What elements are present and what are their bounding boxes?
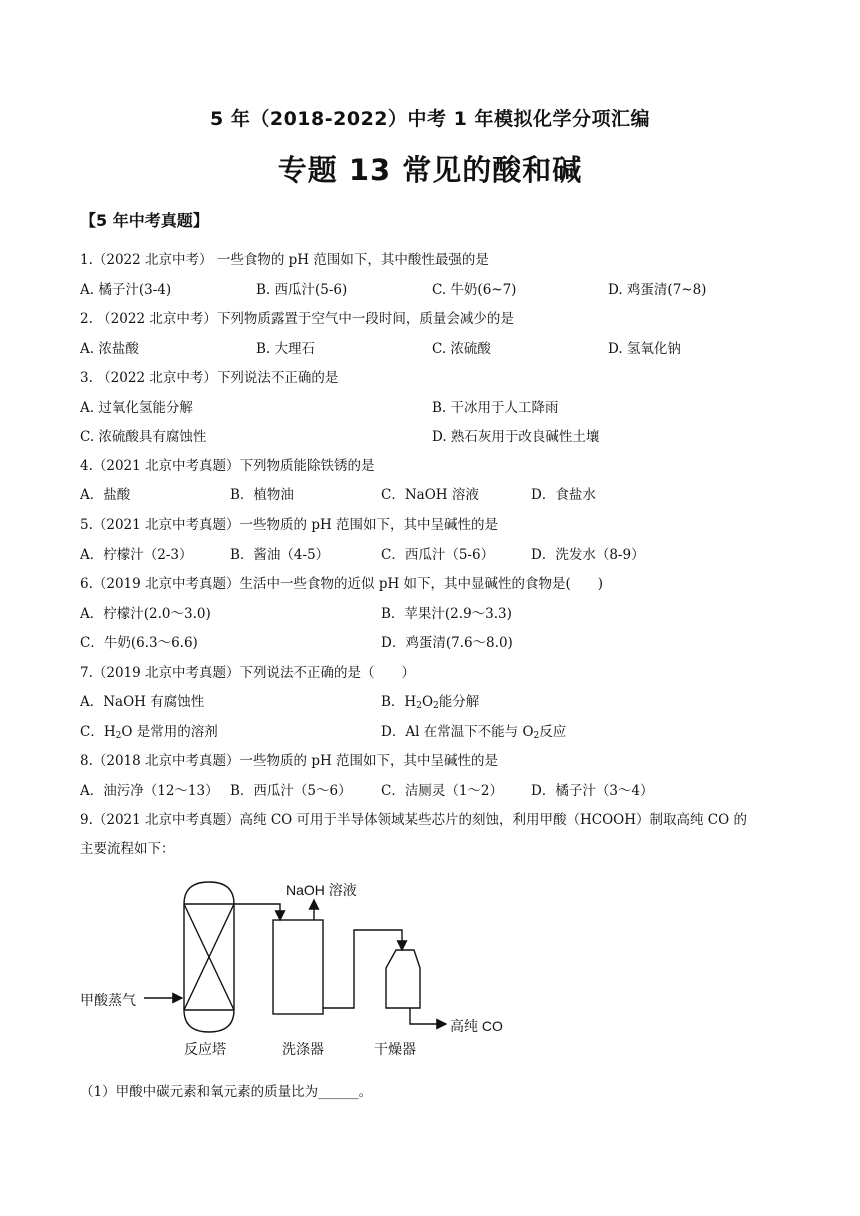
washer-shape (273, 920, 323, 1014)
dryer-label: 干燥器 (374, 1041, 416, 1057)
process-flow-diagram (80, 868, 520, 1068)
q8-option-c: C．洁厕灵（1～2） (381, 783, 504, 799)
question-6-stem: 6.（2019 北京中考真题）生活中一些食物的近似 pH 如下，其中显碱性的食物是( ) (80, 576, 604, 592)
question-3-stem: 3. （2022 北京中考）下列说法不正确的是 (80, 370, 339, 386)
q2-option-b: B. 大理石 (256, 341, 316, 357)
q6-option-c: C．牛奶(6.3～6.6) (80, 635, 198, 651)
q2-option-a: A. 浓盐酸 (80, 341, 139, 357)
q4-option-a: A．盐酸 (80, 487, 131, 503)
question-8-stem: 8.（2018 北京中考真题）一些物质的 pH 范围如下，其中呈碱性的是 (80, 753, 499, 769)
q3-option-d: D. 熟石灰用于改良碱性土壤 (432, 429, 600, 445)
question-5-stem: 5.（2021 北京中考真题）一些物质的 pH 范围如下，其中呈碱性的是 (80, 517, 499, 533)
dryer-shape (386, 950, 420, 1008)
q1-option-a: A. 橘子汁(3-4) (80, 282, 172, 298)
q3-option-a: A. 过氧化氢能分解 (80, 400, 193, 416)
naoh-label: NaOH 溶液 (286, 882, 357, 898)
output-label: 高纯 CO (450, 1018, 503, 1034)
washer-label: 洗涤器 (282, 1041, 324, 1057)
q3-option-b: B. 干冰用于人工降雨 (432, 400, 559, 416)
question-1-stem: 1.（2022 北京中考） 一些食物的 pH 范围如下，其中酸性最强的是 (80, 252, 489, 268)
q1-option-b: B. 西瓜汁(5-6) (256, 282, 348, 298)
q6-option-a: A．柠檬汁(2.0～3.0) (80, 606, 211, 622)
question-2-stem: 2. （2022 北京中考）下列物质露置于空气中一段时间，质量会减少的是 (80, 311, 514, 327)
q6-option-d: D．鸡蛋清(7.6～8.0) (381, 635, 513, 651)
q5-option-d: D．洗发水（8-9） (531, 547, 645, 563)
q8-option-a: A．油污净（12～13） (80, 783, 219, 799)
tower-label: 反应塔 (184, 1041, 226, 1057)
question-9-stem-cont: 主要流程如下： (80, 841, 175, 857)
q5-option-a: A．柠檬汁（2-3） (80, 547, 193, 563)
doc-title: 5 年（2018-2022）中考 1 年模拟化学分项汇编 (210, 108, 650, 130)
q7-option-a: A．NaOH 有腐蚀性 (80, 694, 205, 710)
reaction-tower-shape (184, 882, 234, 1032)
q4-option-d: D．食盐水 (531, 487, 596, 503)
q8-option-b: B．西瓜汁（5～6） (230, 783, 352, 799)
q4-option-b: B．植物油 (230, 487, 294, 503)
q7-option-d: D．Al 在常温下不能与 $O_2$反应 (381, 724, 567, 741)
q5-option-b: B．酱油（4-5） (230, 547, 330, 563)
question-9-sub-1: （1）甲酸中碳元素和氧元素的质量比为______。 (80, 1084, 373, 1100)
q1-option-c: C. 牛奶(6~7) (432, 282, 517, 298)
q7-option-c: C．$H_2O$ 是常用的溶剂 (80, 724, 218, 741)
q8-option-d: D．橘子汁（3～4） (531, 783, 654, 799)
question-9-stem: 9.（2021 北京中考真题）高纯 CO 可用于半导体领域某些芯片的刻蚀，利用甲酸（HCOOH）制取高纯 CO 的 (80, 812, 747, 828)
q4-option-c: C．NaOH 溶液 (381, 487, 479, 503)
question-4-stem: 4.（2021 北京中考真题）下列物质能除铁锈的是 (80, 458, 375, 474)
q5-option-c: C．西瓜汁（5-6） (381, 547, 495, 563)
doc-subtitle: 专题 13 常见的酸和碱 (277, 153, 583, 187)
question-7-stem: 7.（2019 北京中考真题）下列说法不正确的是（ ） (80, 665, 416, 681)
q6-option-b: B．苹果汁(2.9～3.3) (381, 606, 512, 622)
q1-option-d: D. 鸡蛋清(7~8) (608, 282, 707, 298)
q3-option-c: C. 浓硫酸具有腐蚀性 (80, 429, 207, 445)
input-label: 甲酸蒸气 (80, 992, 136, 1008)
section-heading: 【5 年中考真题】 (80, 211, 209, 230)
q7-option-b: B．$H_2O_2$能分解 (381, 694, 480, 711)
q2-option-c: C. 浓硫酸 (432, 341, 491, 357)
q2-option-d: D. 氢氧化钠 (608, 341, 681, 357)
